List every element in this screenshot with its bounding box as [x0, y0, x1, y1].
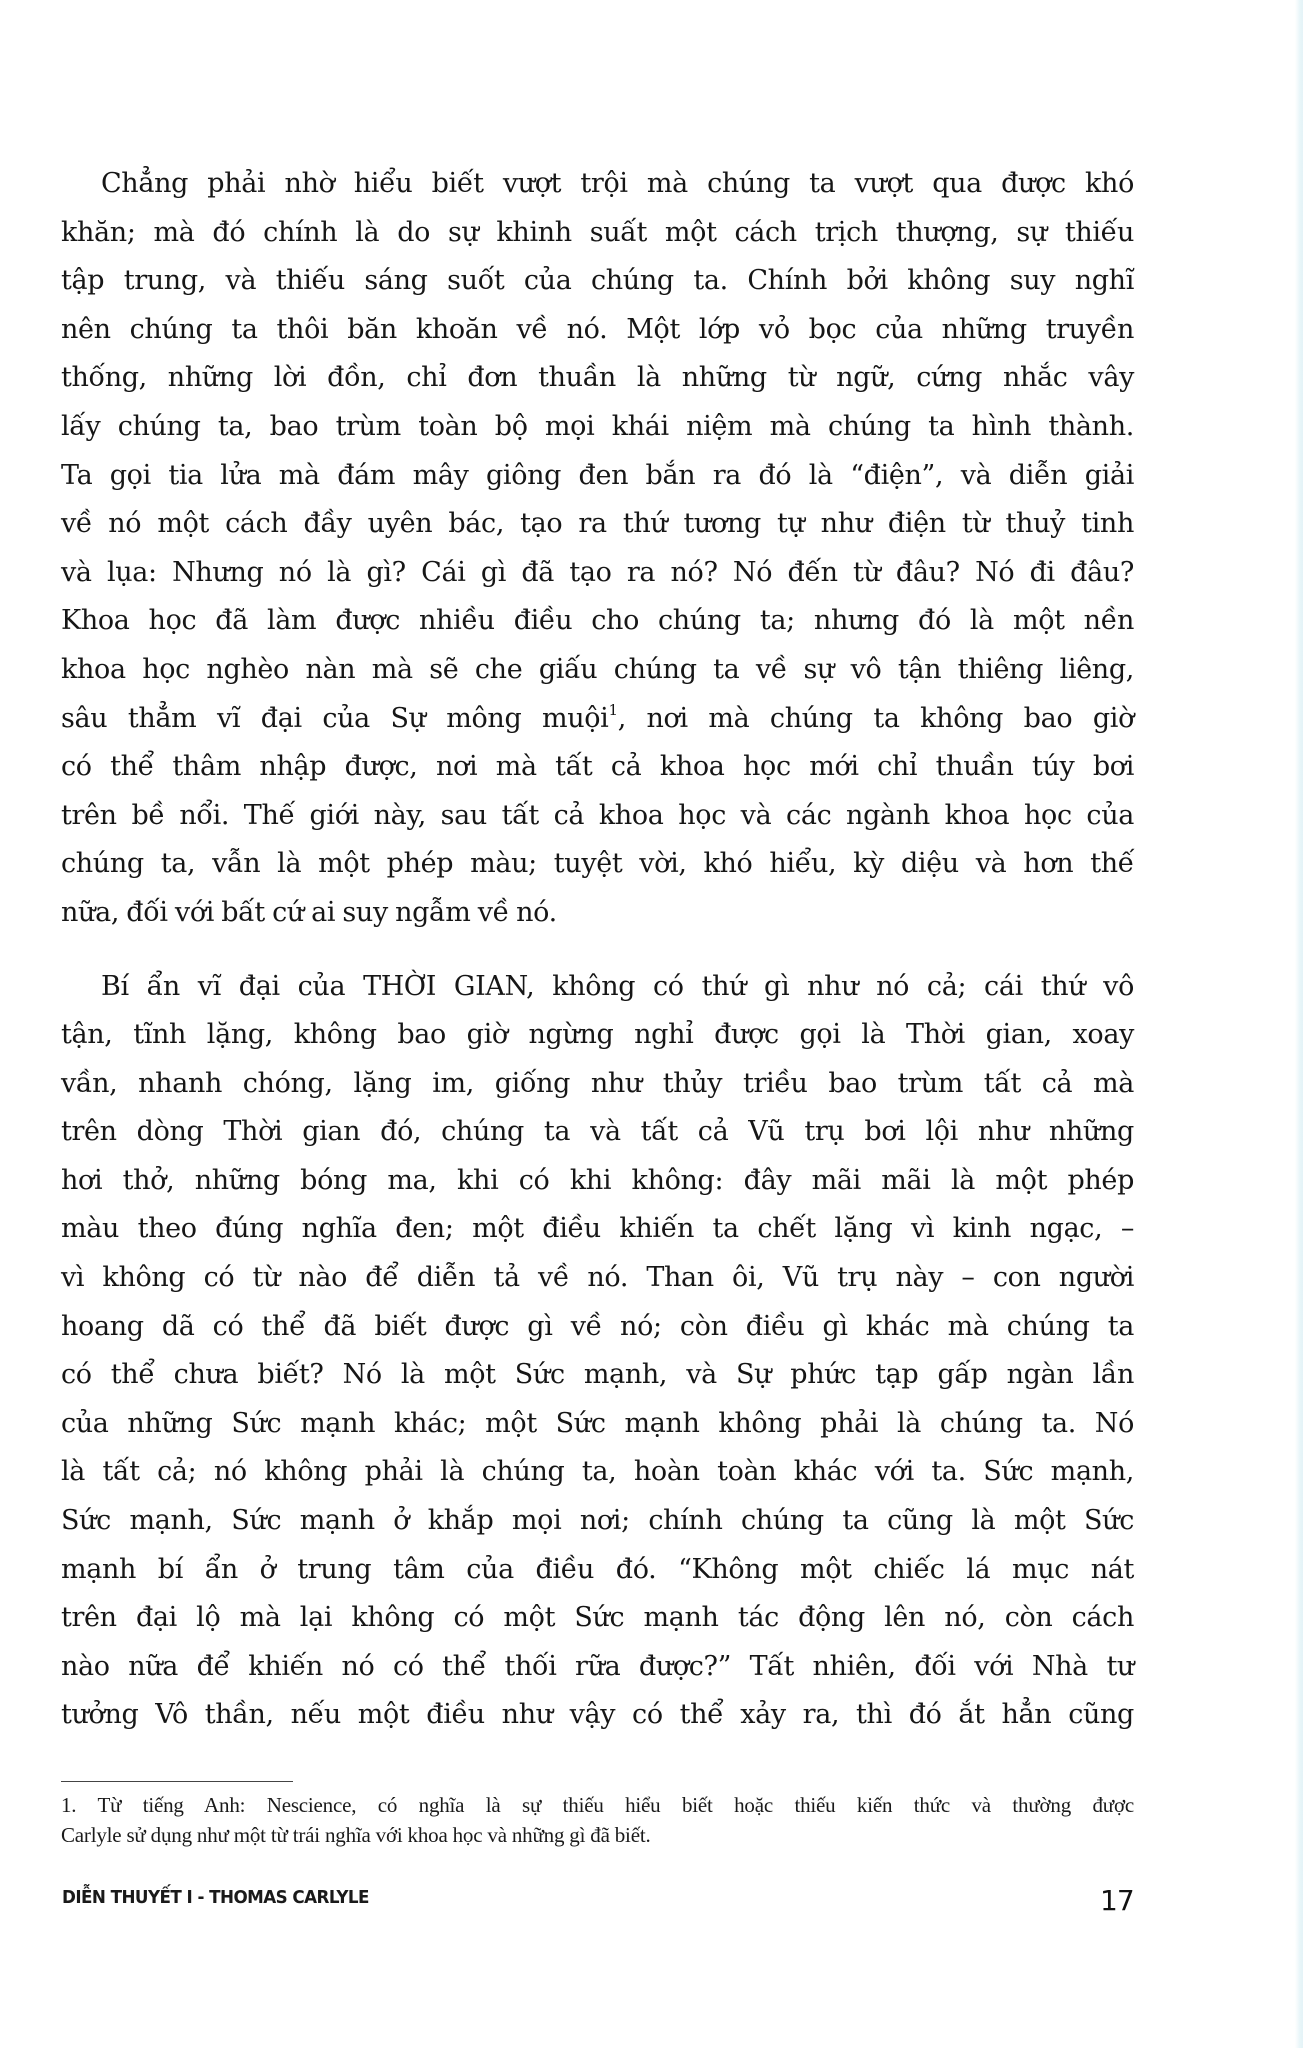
body-line: về nó một cách đầy uyên bác, tạo ra thứ tương tự như điện từ thuỷ tinh: [61, 508, 1134, 540]
body-line: Chẳng phải nhờ hiểu biết vượt trội mà chúng ta vượt qua được khó: [101, 168, 1134, 199]
body-line: hơi thở, những bóng ma, khi có khi không: đây mãi mãi là một phép: [61, 1164, 1134, 1196]
body-line: có thể thâm nhập được, nơi mà tất cả khoa học mới chỉ thuần túy bơi: [61, 751, 1134, 783]
paragraph-2: [61, 963, 1134, 1741]
footnote: [61, 1790, 1134, 1850]
body-line: trên dòng Thời gian đó, chúng ta và tất cả Vũ trụ bơi lội như những: [61, 1116, 1134, 1148]
body-line: vần, nhanh chóng, lặng im, giống như thủy triều bao trùm tất cả mà: [61, 1067, 1134, 1099]
body-line: tận, tĩnh lặng, không bao giờ ngừng nghỉ được gọi là Thời gian, xoay: [61, 1019, 1134, 1051]
body-line: mạnh bí ẩn ở trung tâm của điều đó. “Không một chiếc lá mục nát: [61, 1553, 1134, 1585]
scan-edge-tint: [1295, 0, 1303, 2048]
footnote-line: Carlyle sử dụng như một từ trái nghĩa với khoa học và những gì đã biết.: [61, 1823, 651, 1847]
body-line: hoang dã có thể đã biết được gì về nó; còn điều gì khác mà chúng ta: [61, 1310, 1134, 1342]
body-line: khăn; mà đó chính là do sự khinh suất một cách trịch thượng, sự thiếu: [61, 216, 1134, 248]
body-line: Bí ẩn vĩ đại của THỜI GIAN, không có thứ gì như nó cả; cái thứ vô: [101, 970, 1134, 1002]
footnote-reference[interactable]: 1: [608, 700, 618, 719]
body-line: nào nữa để khiến nó có thể thối rữa được?” Tất nhiên, đối với Nhà tư: [61, 1650, 1134, 1682]
body-line-head: sâu thẳm vĩ đại của Sự mông muội: [61, 702, 609, 734]
page-number: 17: [1100, 1884, 1134, 1917]
body-line: và lụa: Nhưng nó là gì? Cái gì đã tạo ra nó? Nó đến từ đâu? Nó đi đâu?: [61, 556, 1134, 588]
body-line: màu theo đúng nghĩa đen; một điều khiến ta chết lặng vì kinh ngạc, –: [61, 1213, 1134, 1245]
body-line-tail: , nơi mà chúng ta không bao giờ: [617, 702, 1134, 734]
body-line: nữa, đối với bất cứ ai suy ngẫm về nó.: [61, 896, 557, 928]
body-line-with-footnote-ref: [61, 695, 1134, 744]
body-line: trên đại lộ mà lại không có một Sức mạnh tác động lên nó, còn cách: [61, 1602, 1134, 1634]
body-line: tưởng Vô thần, nếu một điều như vậy có thể xảy ra, thì đó ắt hẳn cũng: [61, 1699, 1134, 1731]
paragraph-1: [61, 160, 1134, 938]
body-line: chúng ta, vẫn là một phép màu; tuyệt vời, khó hiểu, kỳ diệu và hơn thế: [61, 848, 1134, 880]
body-line: khoa học nghèo nàn mà sẽ che giấu chúng ta về sự vô tận thiêng liêng,: [61, 653, 1134, 685]
body-line: Sức mạnh, Sức mạnh ở khắp mọi nơi; chính chúng ta cũng là một Sức: [61, 1505, 1134, 1537]
body-line: Ta gọi tia lửa mà đám mây giông đen bắn ra đó là “điện”, và diễn giải: [61, 459, 1134, 491]
body-line: là tất cả; nó không phải là chúng ta, hoàn toàn khác với ta. Sức mạnh,: [61, 1456, 1134, 1488]
body-line: của những Sức mạnh khác; một Sức mạnh không phải là chúng ta. Nó: [61, 1407, 1134, 1439]
body-line: lấy chúng ta, bao trùm toàn bộ mọi khái niệm mà chúng ta hình thành.: [61, 410, 1134, 442]
footnote-divider: [61, 1781, 293, 1782]
body-line: vì không có từ nào để diễn tả về nó. Than ôi, Vũ trụ này – con người: [61, 1262, 1134, 1294]
body-line: Khoa học đã làm được nhiều điều cho chúng ta; nhưng đó là một nền: [61, 605, 1134, 637]
body-line: thống, những lời đồn, chỉ đơn thuần là những từ ngữ, cứng nhắc vây: [61, 362, 1134, 394]
body-line: trên bề nổi. Thế giới này, sau tất cả khoa học và các ngành khoa học của: [61, 799, 1134, 831]
body-line: tập trung, và thiếu sáng suốt của chúng ta. Chính bởi không suy nghĩ: [61, 265, 1134, 297]
running-footer-title: DIỄN THUYẾT I - THOMAS CARLYLE: [62, 1887, 369, 1908]
footnote-line: 1. Từ tiếng Anh: Nescience, có nghĩa là sự thiếu hiểu biết hoặc thiếu kiến thức và thường được: [61, 1793, 1134, 1817]
page-body: [61, 160, 1134, 1740]
body-line: nên chúng ta thôi băn khoăn về nó. Một lớp vỏ bọc của những truyền: [61, 313, 1134, 345]
body-line: có thể chưa biết? Nó là một Sức mạnh, và Sự phức tạp gấp ngàn lần: [61, 1359, 1134, 1391]
